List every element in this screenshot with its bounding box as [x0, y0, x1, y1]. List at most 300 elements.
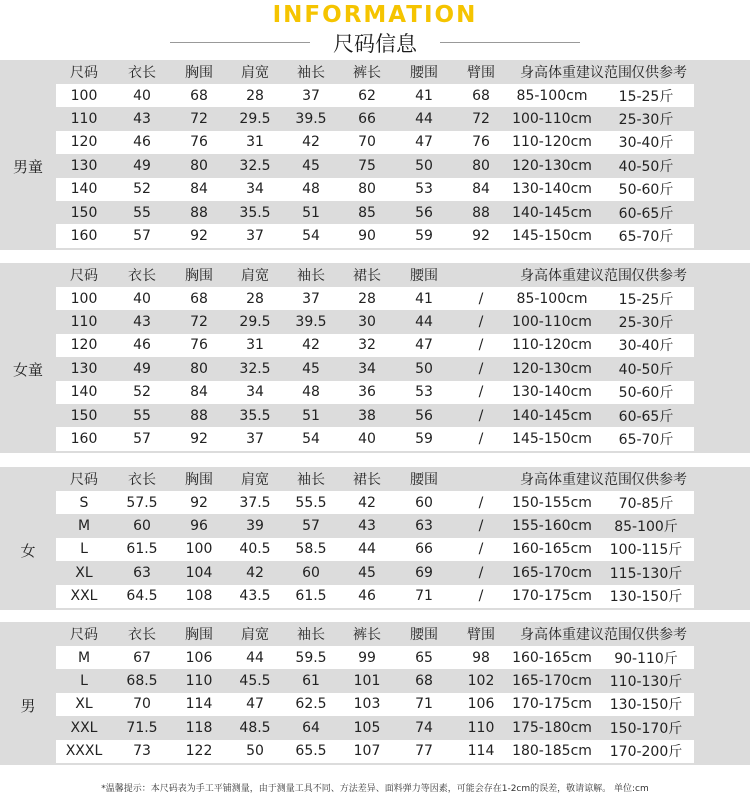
- table-cell: 49: [133, 157, 151, 174]
- column-header: 袖长: [297, 627, 325, 643]
- table-cell: 56: [415, 407, 433, 424]
- table-cell: 43.5: [239, 588, 271, 605]
- table-cell: 36: [358, 384, 376, 401]
- table-row: [56, 491, 694, 514]
- table-cell: 61.5: [126, 541, 158, 558]
- table-cell: 106: [467, 696, 495, 713]
- table-cell: 100: [185, 541, 213, 558]
- table-cell: 84: [190, 384, 208, 401]
- column-header: 腰围: [410, 472, 438, 488]
- table-cell: 68: [415, 673, 433, 690]
- table-cell: 130-150斤: [609, 697, 683, 714]
- table-cell: 80: [472, 157, 490, 174]
- table-cell: 45: [302, 360, 320, 377]
- column-header: 衣长: [128, 627, 156, 643]
- table-cell: 65.5: [295, 743, 327, 760]
- table-cell: 29.5: [239, 314, 271, 331]
- column-header: 臂围: [467, 627, 495, 643]
- table-cell: XXL: [70, 719, 98, 736]
- table-cell: 48: [302, 181, 320, 198]
- table-cell: 114: [185, 696, 213, 713]
- table-cell: 76: [190, 134, 208, 151]
- table-cell: 34: [358, 360, 376, 377]
- table-cell: 50-60斤: [618, 385, 674, 402]
- table-cell: 92: [190, 494, 208, 511]
- table-cell: 42: [358, 494, 376, 511]
- table-cell: 145-150cm: [512, 431, 592, 448]
- column-header: 尺码: [70, 472, 98, 488]
- column-header: 衣长: [128, 472, 156, 488]
- table-cell: 32.5: [239, 157, 271, 174]
- table-cell: 120-130cm: [512, 157, 592, 174]
- header-divider-right: [440, 42, 580, 43]
- column-header: 裤长: [353, 65, 381, 81]
- table-cell: 57: [133, 431, 151, 448]
- table-cell: 170-175cm: [512, 588, 592, 605]
- table-cell: /: [478, 360, 484, 377]
- table-cell: /: [478, 541, 484, 558]
- table-cell: 59.5: [295, 649, 327, 666]
- table-cell: 52: [133, 181, 151, 198]
- table-cell: 115-130斤: [609, 565, 683, 582]
- table-cell: 32.5: [239, 360, 271, 377]
- table-cell: 49: [133, 360, 151, 377]
- column-header: 袖长: [297, 472, 325, 488]
- section-label: 男童: [12, 157, 43, 176]
- table-cell: 70-85斤: [618, 495, 674, 512]
- table-cell: 71: [415, 588, 433, 605]
- table-cell: 68.5: [126, 673, 158, 690]
- table-header-row: [56, 467, 694, 491]
- column-header: 衣长: [128, 65, 156, 81]
- table-cell: 110-130斤: [609, 674, 683, 691]
- column-header: 裙长: [353, 472, 381, 488]
- section-label: 女童: [12, 360, 43, 379]
- table-cell: L: [80, 541, 88, 558]
- table-cell: 51: [302, 204, 320, 221]
- table-cell: 130-140cm: [512, 181, 592, 198]
- table-cell: 165-170cm: [512, 673, 592, 690]
- table-cell: 28: [358, 290, 376, 307]
- table-row: [56, 201, 694, 224]
- table-cell: 47: [246, 696, 264, 713]
- column-header: 胸围: [185, 472, 213, 488]
- column-header: 仅供参考: [631, 472, 687, 488]
- table-cell: XL: [75, 564, 93, 581]
- table-cell: 37: [302, 87, 320, 104]
- column-header: 身高体重: [520, 472, 576, 488]
- column-header: 仅供参考: [631, 627, 687, 643]
- table-cell: /: [478, 431, 484, 448]
- table-cell: 110-120cm: [512, 337, 592, 354]
- table-cell: 102: [467, 673, 495, 690]
- table-cell: 150: [70, 407, 98, 424]
- table-cell: 28: [246, 87, 264, 104]
- table-cell: 85-100斤: [614, 519, 678, 536]
- table-cell: 59: [415, 228, 433, 245]
- table-cell: 88: [190, 204, 208, 221]
- table-cell: 42: [302, 134, 320, 151]
- table-cell: M: [77, 518, 91, 535]
- column-header: 尺码: [70, 65, 98, 81]
- table-cell: 67: [133, 649, 151, 666]
- table-cell: 92: [472, 228, 490, 245]
- table-cell: 65: [415, 649, 433, 666]
- table-row: [56, 740, 694, 763]
- table-cell: 160: [70, 431, 98, 448]
- column-header: 裤长: [353, 627, 381, 643]
- table-cell: 55: [133, 204, 151, 221]
- table-cell: 150-155cm: [512, 494, 592, 511]
- table-cell: 160-165cm: [512, 649, 592, 666]
- table-cell: 31: [246, 337, 264, 354]
- table-cell: 100-115斤: [609, 542, 683, 559]
- table-cell: 70: [358, 134, 376, 151]
- table-cell: 39: [246, 518, 264, 535]
- table-cell: 110: [70, 314, 98, 331]
- table-cell: 57: [133, 228, 151, 245]
- column-header: 腰围: [410, 627, 438, 643]
- table-cell: 50-60斤: [618, 182, 674, 199]
- table-row: [56, 427, 694, 450]
- column-header: 肩宽: [241, 268, 269, 284]
- column-header: 仅供参考: [631, 268, 687, 284]
- table-cell: 75: [358, 157, 376, 174]
- table-cell: 130: [70, 360, 98, 377]
- table-cell: 37: [246, 228, 264, 245]
- table-cell: 120: [70, 337, 98, 354]
- table-cell: 50: [246, 743, 264, 760]
- table-cell: /: [478, 337, 484, 354]
- table-cell: 105: [353, 719, 381, 736]
- column-header: 袖长: [297, 268, 325, 284]
- table-cell: 180-185cm: [512, 743, 592, 760]
- table-row: [56, 224, 694, 247]
- table-row: [56, 669, 694, 692]
- table-row: [56, 131, 694, 154]
- table-cell: 44: [415, 111, 433, 128]
- table-cell: 39.5: [295, 111, 327, 128]
- table-cell: 66: [358, 111, 376, 128]
- table-cell: 60: [133, 518, 151, 535]
- table-row: [56, 561, 694, 584]
- table-cell: 145-150cm: [512, 228, 592, 245]
- table-cell: 85-100cm: [516, 87, 588, 104]
- table-cell: 61: [302, 673, 320, 690]
- table-cell: 39.5: [295, 314, 327, 331]
- table-cell: 52: [133, 384, 151, 401]
- table-cell: 71: [415, 696, 433, 713]
- table-cell: 60-65斤: [618, 205, 674, 222]
- table-cell: /: [478, 314, 484, 331]
- table-row: [56, 716, 694, 739]
- table-cell: 100: [70, 290, 98, 307]
- table-cell: 100: [70, 87, 98, 104]
- table-cell: 80: [190, 157, 208, 174]
- table-cell: 34: [246, 384, 264, 401]
- table-cell: 110-120cm: [512, 134, 592, 151]
- table-cell: 43: [133, 111, 151, 128]
- table-cell: 73: [133, 743, 151, 760]
- table-row: [56, 84, 694, 107]
- table-cell: 85: [358, 204, 376, 221]
- table-cell: 45.5: [239, 673, 271, 690]
- section-label: 男: [20, 696, 36, 715]
- table-cell: 15-25斤: [618, 88, 674, 105]
- table-row: [56, 514, 694, 537]
- table-cell: 68: [472, 87, 490, 104]
- table-cell: M: [77, 649, 91, 666]
- size-section-2: [0, 263, 750, 453]
- column-header: 袖长: [297, 65, 325, 81]
- table-cell: 54: [302, 431, 320, 448]
- table-cell: 29.5: [239, 111, 271, 128]
- column-header: 肩宽: [241, 627, 269, 643]
- table-cell: 50: [415, 360, 433, 377]
- table-cell: 68: [190, 290, 208, 307]
- table-cell: 110: [185, 673, 213, 690]
- table-cell: 114: [467, 743, 495, 760]
- header-title-en: INFORMATION: [272, 2, 478, 28]
- table-cell: 46: [133, 134, 151, 151]
- table-cell: 50: [415, 157, 433, 174]
- table-cell: 120-130cm: [512, 360, 592, 377]
- table-cell: 47: [415, 134, 433, 151]
- column-header: 胸围: [185, 268, 213, 284]
- column-header: 裙长: [353, 268, 381, 284]
- table-cell: 170-200斤: [609, 744, 683, 761]
- size-section-4: [0, 622, 750, 765]
- table-cell: 106: [185, 649, 213, 666]
- table-cell: 25-30斤: [618, 112, 674, 129]
- table-cell: 80: [190, 360, 208, 377]
- table-cell: 41: [415, 87, 433, 104]
- table-cell: 44: [358, 541, 376, 558]
- table-cell: 150-170斤: [609, 720, 683, 737]
- table-cell: 90: [358, 228, 376, 245]
- table-cell: L: [80, 673, 88, 690]
- table-cell: 92: [190, 228, 208, 245]
- table-cell: 100-110cm: [512, 111, 592, 128]
- table-cell: 130-150斤: [609, 589, 683, 606]
- table-cell: 60: [415, 494, 433, 511]
- table-cell: XXL: [70, 588, 98, 605]
- table-cell: 31: [246, 134, 264, 151]
- table-cell: 60-65斤: [618, 408, 674, 425]
- size-section-1: [0, 60, 750, 250]
- column-header: 臂围: [467, 65, 495, 81]
- table-cell: 58.5: [295, 541, 327, 558]
- table-cell: S: [79, 494, 89, 511]
- table-cell: 101: [353, 673, 381, 690]
- table-header-row: [56, 60, 694, 84]
- table-cell: 59: [415, 431, 433, 448]
- table-row: [56, 381, 694, 404]
- table-cell: 96: [190, 518, 208, 535]
- table-cell: 71.5: [126, 719, 158, 736]
- table-row: [56, 646, 694, 669]
- table-cell: 122: [185, 743, 213, 760]
- table-row: [56, 334, 694, 357]
- table-cell: 40: [358, 431, 376, 448]
- table-cell: 98: [472, 649, 490, 666]
- column-header: 腰围: [410, 65, 438, 81]
- table-cell: XXXL: [65, 743, 103, 760]
- column-header: 身高体重: [520, 268, 576, 284]
- header-title-zh: 尺码信息: [333, 32, 417, 56]
- table-cell: 48: [302, 384, 320, 401]
- table-cell: 92: [190, 431, 208, 448]
- table-cell: 76: [190, 337, 208, 354]
- table-cell: 61.5: [295, 588, 327, 605]
- footer-note: *温馨提示：本尺码表为手工平铺测量，由于测量工具不同、方法差异、面料弹力等因素，可能会存在1-2cm的误差，敬请谅解。 单位:cm: [101, 784, 649, 794]
- column-header: 尺码: [70, 627, 98, 643]
- table-cell: /: [478, 588, 484, 605]
- table-cell: 25-30斤: [618, 315, 674, 332]
- table-cell: /: [478, 384, 484, 401]
- table-cell: 45: [358, 564, 376, 581]
- table-cell: /: [478, 518, 484, 535]
- table-cell: 60: [302, 564, 320, 581]
- table-cell: 54: [302, 228, 320, 245]
- table-cell: 165-170cm: [512, 564, 592, 581]
- column-header: 身高体重: [520, 627, 576, 643]
- table-cell: 46: [133, 337, 151, 354]
- table-cell: 42: [302, 337, 320, 354]
- table-cell: 84: [190, 181, 208, 198]
- table-cell: 40: [133, 290, 151, 307]
- table-cell: 65-70斤: [618, 432, 674, 449]
- table-cell: 40-50斤: [618, 361, 674, 378]
- table-cell: 37: [302, 290, 320, 307]
- column-header: 胸围: [185, 65, 213, 81]
- column-header: 建议范围: [576, 65, 632, 81]
- table-cell: 110: [467, 719, 495, 736]
- table-cell: 46: [358, 588, 376, 605]
- table-cell: 88: [190, 407, 208, 424]
- table-cell: 37.5: [239, 494, 271, 511]
- table-cell: 40-50斤: [618, 158, 674, 175]
- table-cell: 64.5: [126, 588, 158, 605]
- table-row: [56, 357, 694, 380]
- table-cell: 140-145cm: [512, 407, 592, 424]
- table-cell: 170-175cm: [512, 696, 592, 713]
- table-cell: 70: [133, 696, 151, 713]
- table-cell: 74: [415, 719, 433, 736]
- table-cell: 72: [190, 314, 208, 331]
- table-cell: 140: [70, 181, 98, 198]
- table-cell: /: [478, 494, 484, 511]
- table-cell: 44: [246, 649, 264, 666]
- table-row: [56, 585, 694, 608]
- table-cell: 57.5: [126, 494, 158, 511]
- table-cell: 99: [358, 649, 376, 666]
- table-cell: 62.5: [295, 696, 327, 713]
- table-cell: 40: [133, 87, 151, 104]
- table-cell: 88: [472, 204, 490, 221]
- table-cell: 90-110斤: [614, 650, 678, 667]
- table-cell: 107: [353, 743, 381, 760]
- table-cell: 51: [302, 407, 320, 424]
- table-cell: 43: [133, 314, 151, 331]
- table-cell: 32: [358, 337, 376, 354]
- table-cell: 28: [246, 290, 264, 307]
- table-cell: 55.5: [295, 494, 327, 511]
- table-cell: 100-110cm: [512, 314, 592, 331]
- table-cell: 37: [246, 431, 264, 448]
- table-cell: 69: [415, 564, 433, 581]
- table-cell: 104: [185, 564, 213, 581]
- column-header: 建议范围: [576, 268, 632, 284]
- table-cell: 38: [358, 407, 376, 424]
- table-cell: 43: [358, 518, 376, 535]
- table-cell: 30: [358, 314, 376, 331]
- table-cell: 30-40斤: [618, 135, 674, 152]
- table-cell: /: [478, 564, 484, 581]
- table-cell: 15-25斤: [618, 291, 674, 308]
- table-cell: /: [478, 407, 484, 424]
- column-header: 建议范围: [576, 472, 632, 488]
- section-label: 女: [20, 541, 36, 560]
- table-header-row: [56, 263, 694, 287]
- table-cell: 68: [190, 87, 208, 104]
- table-cell: 57: [302, 518, 320, 535]
- table-row: [56, 154, 694, 177]
- table-cell: 76: [472, 134, 490, 151]
- table-cell: 48.5: [239, 719, 271, 736]
- table-cell: 35.5: [239, 204, 271, 221]
- table-cell: 40.5: [239, 541, 271, 558]
- table-cell: 155-160cm: [512, 518, 592, 535]
- table-cell: 130: [70, 157, 98, 174]
- table-cell: 53: [415, 181, 433, 198]
- table-cell: 55: [133, 407, 151, 424]
- column-header: 尺码: [70, 268, 98, 284]
- table-cell: 42: [246, 564, 264, 581]
- table-cell: 62: [358, 87, 376, 104]
- table-cell: 77: [415, 743, 433, 760]
- table-cell: 110: [70, 111, 98, 128]
- table-row: [56, 287, 694, 310]
- column-header: 肩宽: [241, 472, 269, 488]
- table-cell: 35.5: [239, 407, 271, 424]
- column-header: 腰围: [410, 268, 438, 284]
- column-header: 衣长: [128, 268, 156, 284]
- table-cell: 84: [472, 181, 490, 198]
- table-cell: 41: [415, 290, 433, 307]
- table-cell: 65-70斤: [618, 229, 674, 246]
- table-cell: 72: [190, 111, 208, 128]
- table-cell: 44: [415, 314, 433, 331]
- table-cell: 85-100cm: [516, 290, 588, 307]
- table-row: [56, 404, 694, 427]
- table-cell: 72: [472, 111, 490, 128]
- table-row: [56, 310, 694, 333]
- table-cell: 80: [358, 181, 376, 198]
- table-row: [56, 693, 694, 716]
- column-header: 肩宽: [241, 65, 269, 81]
- table-cell: 53: [415, 384, 433, 401]
- column-header: 建议范围: [576, 627, 632, 643]
- table-cell: 30-40斤: [618, 338, 674, 355]
- table-header-row: [56, 622, 694, 646]
- table-cell: /: [478, 290, 484, 307]
- table-cell: 63: [415, 518, 433, 535]
- table-cell: 160: [70, 228, 98, 245]
- table-cell: 120: [70, 134, 98, 151]
- table-cell: 63: [133, 564, 151, 581]
- table-cell: 118: [185, 719, 213, 736]
